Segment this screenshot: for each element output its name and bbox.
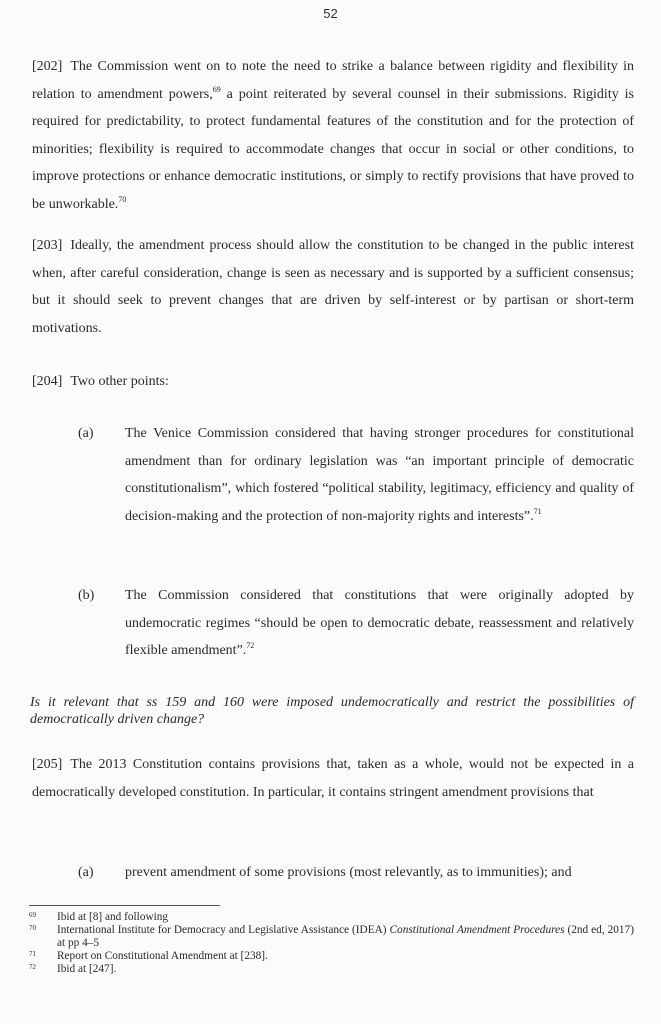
list-item-label: (b) (78, 588, 95, 603)
list-item-text: The Commission considered that constitutions that were originally adopted by undemocratic regimes “should be open to democratic debate, reassessment and relatively flexible amendment”. (125, 588, 634, 659)
paragraph-number: [202] (32, 59, 63, 74)
footnote-71 (29, 950, 634, 963)
footnote-ref-71[interactable]: 71 (533, 506, 542, 516)
paragraph-number: [203] (32, 238, 63, 253)
paragraph-text: The Commission went on to note the need to strike a balance between rigidity and flexibility in relation to amendment powers, (32, 59, 634, 102)
footnote-ref-70[interactable]: 70 (118, 194, 127, 204)
footnote-text: International Institute for Democracy and Legislative Assistance (IDEA) (57, 924, 390, 936)
footnote-text: Ibid at [247]. (57, 963, 117, 975)
paragraph-number: [205] (32, 757, 63, 772)
footnote-72 (29, 963, 634, 976)
footnote-divider (29, 905, 220, 906)
paragraph-text: Two other points: (70, 374, 169, 389)
footnote-text: (2nd ed, 2017) at pp 4–5 (57, 924, 634, 949)
footnote-70 (29, 924, 634, 950)
section-heading: Is it relevant that ss 159 and 160 were imposed undemocratically and restrict the possibilities of democratically driven change? (30, 695, 634, 727)
list-item-204b (78, 582, 634, 665)
list-item-text: prevent amendment of some provisions (most relevantly, as to immunities); and (125, 865, 572, 880)
list-item-label: (a) (78, 426, 94, 441)
footnote-number: 72 (29, 963, 36, 971)
paragraph-number: [204] (32, 374, 63, 389)
footnote-ref-72[interactable]: 72 (246, 641, 255, 651)
footnote-ref-69[interactable]: 69 (212, 84, 221, 94)
list-item-205a (78, 859, 634, 887)
page-number: 52 (323, 6, 338, 21)
footnotes (29, 911, 634, 976)
list-item-label: (a) (78, 865, 94, 880)
paragraph-205 (32, 751, 634, 806)
footnote-number: 70 (29, 924, 36, 932)
paragraph-text: a point reiterated by several counsel in their submissions. Rigidity is required for predictability, to protect fundamental features of the constitution and for the protection of minorities; flexibility is required to accommodate changes that occur in social or other conditions, to improve protections or enhance democratic institutions, or simply to rectify provisions that have proved to be unworkable. (32, 86, 634, 212)
footnote-number: 71 (29, 950, 36, 958)
footnote-text: Report on Constitutional Amendment at [238]. (57, 950, 268, 962)
list-item-204a (78, 420, 634, 530)
paragraph-202 (32, 53, 634, 219)
footnote-text: Ibid at [8] and following (57, 911, 169, 923)
footnote-number: 69 (29, 911, 36, 919)
paragraph-text: Ideally, the amendment process should allow the constitution to be changed in the public interest when, after careful consideration, change is seen as necessary and is supported by a sufficient consensus; but it should seek to prevent changes that are driven by self-interest or by partisan or short-term motivations. (32, 238, 634, 336)
footnote-title: Constitutional Amendment Procedures (389, 924, 565, 936)
paragraph-text: The 2013 Constitution contains provisions that, taken as a whole, would not be expected in a democratically developed constitution. In particular, it contains stringent amendment provisions that (32, 757, 634, 800)
paragraph-203 (32, 232, 634, 342)
footnote-69 (29, 911, 634, 924)
paragraph-204 (32, 368, 634, 396)
list-item-text: The Venice Commission considered that having stronger procedures for constitutional amendment than for ordinary legislation was “an important principle of democratic constitutionalism”, which fostered “political stability, legitimacy, efficiency and quality of decision-making and the protection of non-majority rights and interests”. (125, 426, 634, 524)
